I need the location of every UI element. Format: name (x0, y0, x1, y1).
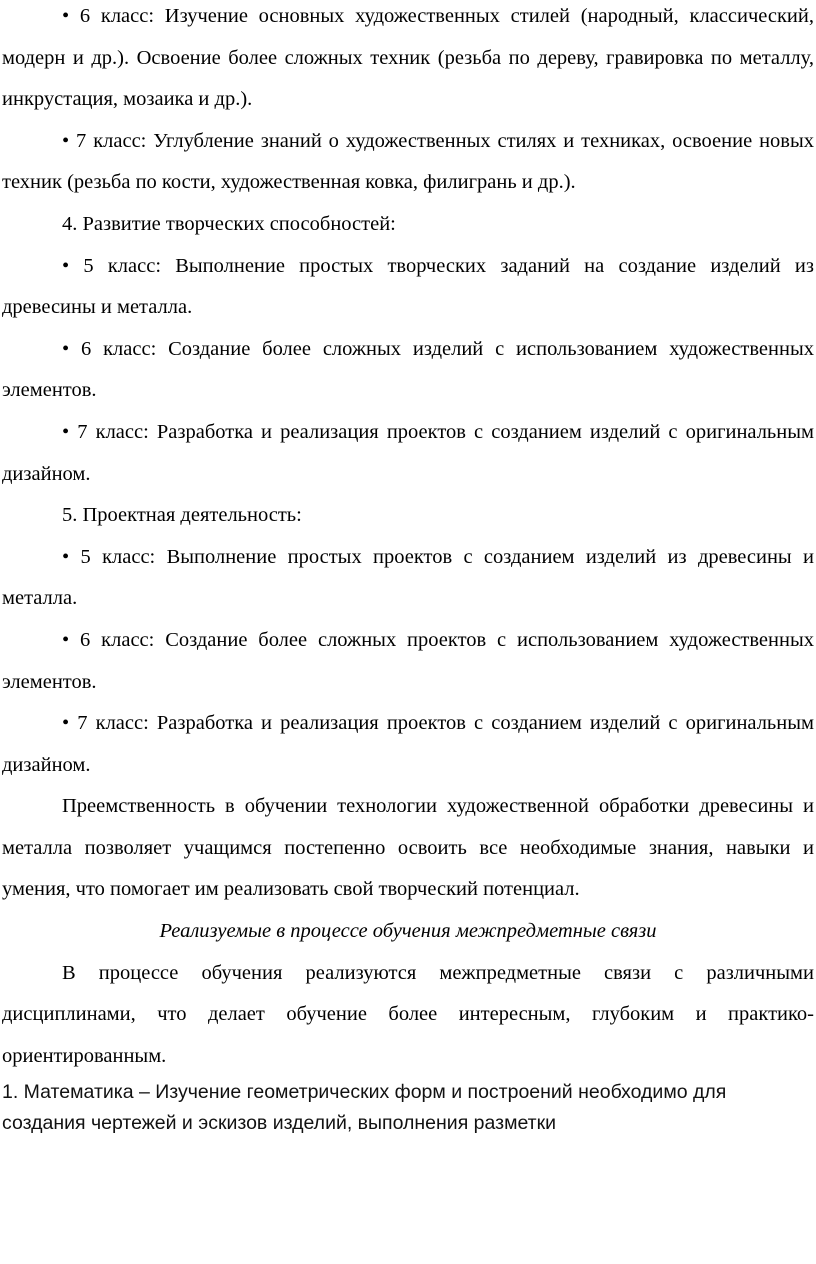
paragraph-grade6-project: • 6 класс: Создание более сложных проектов с использованием художественных элементов. (2, 628, 814, 693)
paragraph-interdisciplinary-intro: В процессе обучения реализуются межпредметные связи с различными дисциплинами, что делает обучение более интересным, глубоким и практико-ориентированным. (2, 961, 814, 1067)
heading-creative-abilities: 4. Развитие творческих способностей: (62, 212, 396, 235)
paragraph-grade7-creative: • 7 класс: Разработка и реализация проектов с созданием изделий с оригинальным дизайном. (2, 420, 814, 485)
paragraph-grade5-creative: • 5 класс: Выполнение простых творческих заданий на создание изделий из древесины и металла. (2, 254, 814, 319)
paragraph-continuity: Преемственность в обучении технологии художественной обработки древесины и металла позволяет учащимся постепенно освоить все необходимые знания, навыки и умения, что помогает им реализовать свой творческий потенциал. (2, 795, 814, 901)
paragraph-grade6-creative: • 6 класс: Создание более сложных изделий с использованием художественных элементов. (2, 337, 814, 402)
section-heading-interdisciplinary: Реализуемые в процессе обучения межпредметные связи (159, 920, 657, 943)
paragraph-grade5-project: • 5 класс: Выполнение простых проектов с созданием изделий из древесины и металла. (2, 545, 814, 610)
document-body (2, 0, 814, 1139)
paragraph-grade6-styles: • 6 класс: Изучение основных художественных стилей (народный, классический, модерн и др.). Освоение более сложных техник (резьба по дереву, гравировка по металлу, инкрустация, мозаика и др.). (2, 5, 814, 111)
list-item-mathematics: 1. Математика – Изучение геометрических форм и построений необходимо для создания чертежей и эскизов изделий, выполнения разметки (2, 1081, 727, 1135)
heading-project-activity: 5. Проектная деятельность: (62, 504, 302, 527)
paragraph-grade7-styles: • 7 класс: Углубление знаний о художественных стилях и техниках, освоение новых техник (резьба по кости, художественная ковка, филигрань и др.). (2, 129, 814, 194)
paragraph-grade7-project: • 7 класс: Разработка и реализация проектов с созданием изделий с оригинальным дизайном. (2, 712, 814, 776)
